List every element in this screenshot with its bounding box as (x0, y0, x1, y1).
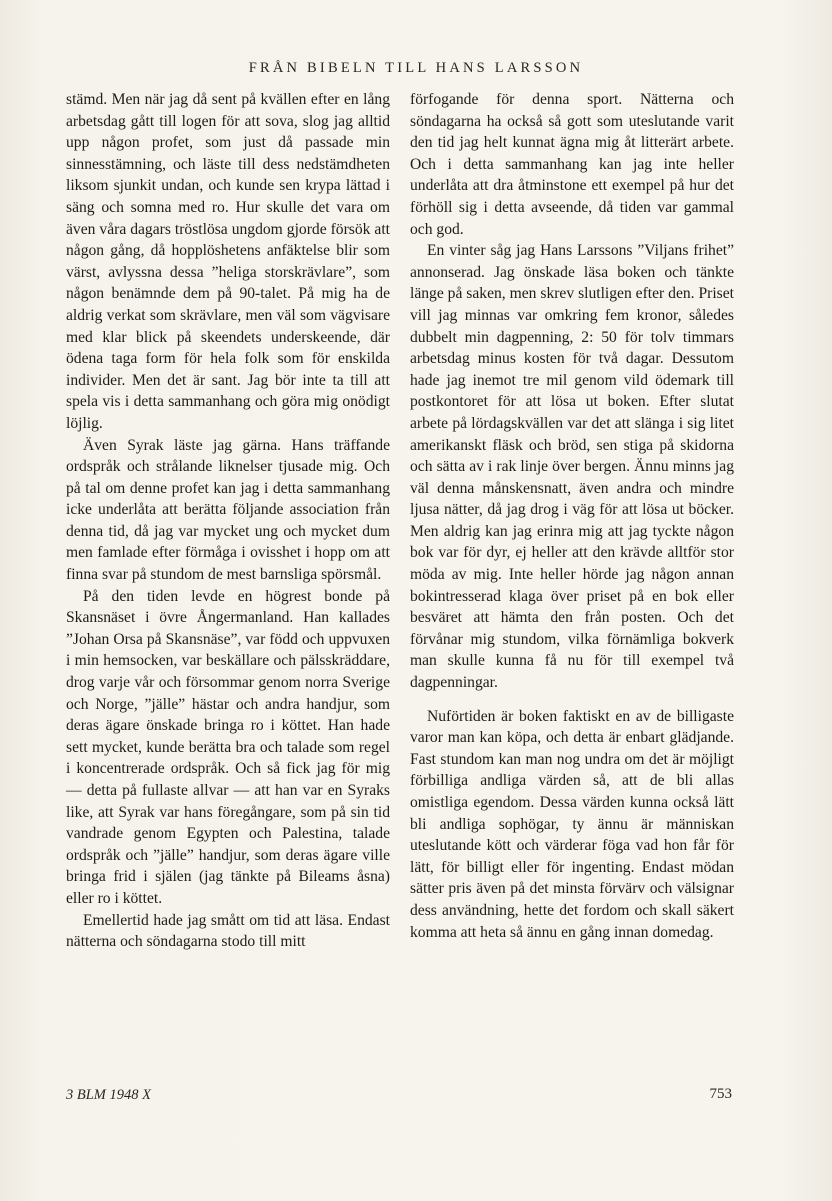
paragraph: stämd. Men när jag då sent på kvällen efter en lång arbetsdag gått till logen för att sova, slog jag alltid upp någon profet, som just då passade min sinnesstämning, och läste till dess nedstämdheten liksom sjunkit undan, och kunde sen krypa lättad i säng och somna med ro. Hur skulle det vara om även våra dagars tröstlösa ungdom gjorde försök att någon gång, då hopplöshetens anfäktelse blir som värst, avlyssna dessa ”heliga storskrävlare”, som någon benämnde dem på 90-talet. På mig ha de aldrig verkat som skrävlare, men väl som vägvisare med klar blick på skeendets underskeende, där ödena taga form för hela folk som för enskilda individer. Men det är sant. Jag bör inte ta till att spela vis i detta sammanhang och göra mig onödigt löjlig. (66, 91, 390, 432)
left-column (66, 89, 390, 953)
paragraph: På den tiden levde en högrest bonde på Skansnäset i övre Ångermanland. Han kallades ”Johan Orsa på Skansnäse”, var född och uppvuxen i min hemsocken, var beskällare och pälsskräddare, drog varje vår och försommar genom norra Sverige och Norge, ”jälle” hästar och andra handjur, som deras ägare önskade bringa ro i köttet. Han hade sett mycket, kunde berätta bra och talade som regel i koncentrerade ordspråk. Och så fick jag för mig — detta på fullaste allvar — att han var en Syraks like, att Syrak var hans föregångare, som på sin tid vandrade genom Egypten och Palestina, talade ordspråk och ”jälle” handjur, som deras ägare ville bringa frid i själen (jag tänkte på Bileams åsna) eller ro i köttet. (66, 587, 390, 907)
paragraph: Även Syrak läste jag gärna. Hans träffande ordspråk och strålande liknelser tjusade mig. Och på tal om denne profet kan jag i detta sammanhang icke underlåta att berätta följande association från denna tid, då jag var mycket ung och mycket dum men famlade efter förmåga i ovisshet i hopp om att finna svar på stundom de mest barnsliga spörsmål. (66, 436, 390, 584)
paragraph: En vinter såg jag Hans Larssons ”Viljans frihet” annonserad. Jag önskade läsa boken och tänkte länge på saken, men skrev slutligen efter den. Priset vill jag minnas var omkring fem kronor, således dubbelt min dagpenning, 2: 50 för tolv timmars arbetsdag minus kosten för två dagar. Dessutom hade jag inemot tre mil genom vild ödemark till postkontoret för att lösa ut boken. Efter slutat arbete på lördagskvällen var det att slänga i sig litet amerikanskt fläsk och bröd, sen stiga på skidorna och sätta av i rak linje över bergen. Ännu minns jag väl denna månskensnatt, även andra och mindre ljusa nätter, då jag drog i väg för att lösa ut böcker. Men aldrig kan jag erinra mig att jag tyckte någon bok var för dyr, ej heller att den krävde alltför stor möda av mig. Inte heller hörde jag någon annan bokintresserad klaga över priset på en bok eller besväret att hämta den från posten. Och det förvånar mig stundom, vilka förnämliga bokverk man skulle kunna få nu för till exempel två dagpenningar. (410, 242, 734, 692)
running-title: FRÅN BIBELN TILL HANS LARSSON (248, 60, 584, 76)
right-column (410, 89, 734, 943)
issue-label: 3 BLM 1948 X (66, 1087, 151, 1103)
page-number: 753 (709, 1086, 732, 1102)
paragraph: Nuförtiden är boken faktiskt en av de billigaste varor man kan köpa, och detta är enbart glädjande. Fast stundom kan man nog undra om det är möjligt förbilliga andliga värden så, att de bli allas omistliga egendom. Dessa värden kunna också lätt bli andliga sophögar, ty ännu är människan uteslutande kött och värderar föga vad hon får för lätt, för billigt eller för ingenting. Endast mödan sätter pris även på det minsta förvärv och välsignar dess användning, hette det fordom och skall säkert komma att heta så ännu en gång innan domedag. (410, 707, 734, 941)
paragraph: förfogande för denna sport. Nätterna och söndagarna ha också så gott som uteslutande varit den tid jag helt kunnat ägna mig åt litterärt arbete. Och i detta sammanhang kan jag inte heller underlåta att dra åtminstone ett exempel på hur det förhöll sig i detta avseende, då tiden var gammal och god. (410, 91, 734, 238)
paragraph: Emellertid hade jag smått om tid att läsa. Endast nätterna och söndagarna stodo till mitt (66, 911, 390, 951)
